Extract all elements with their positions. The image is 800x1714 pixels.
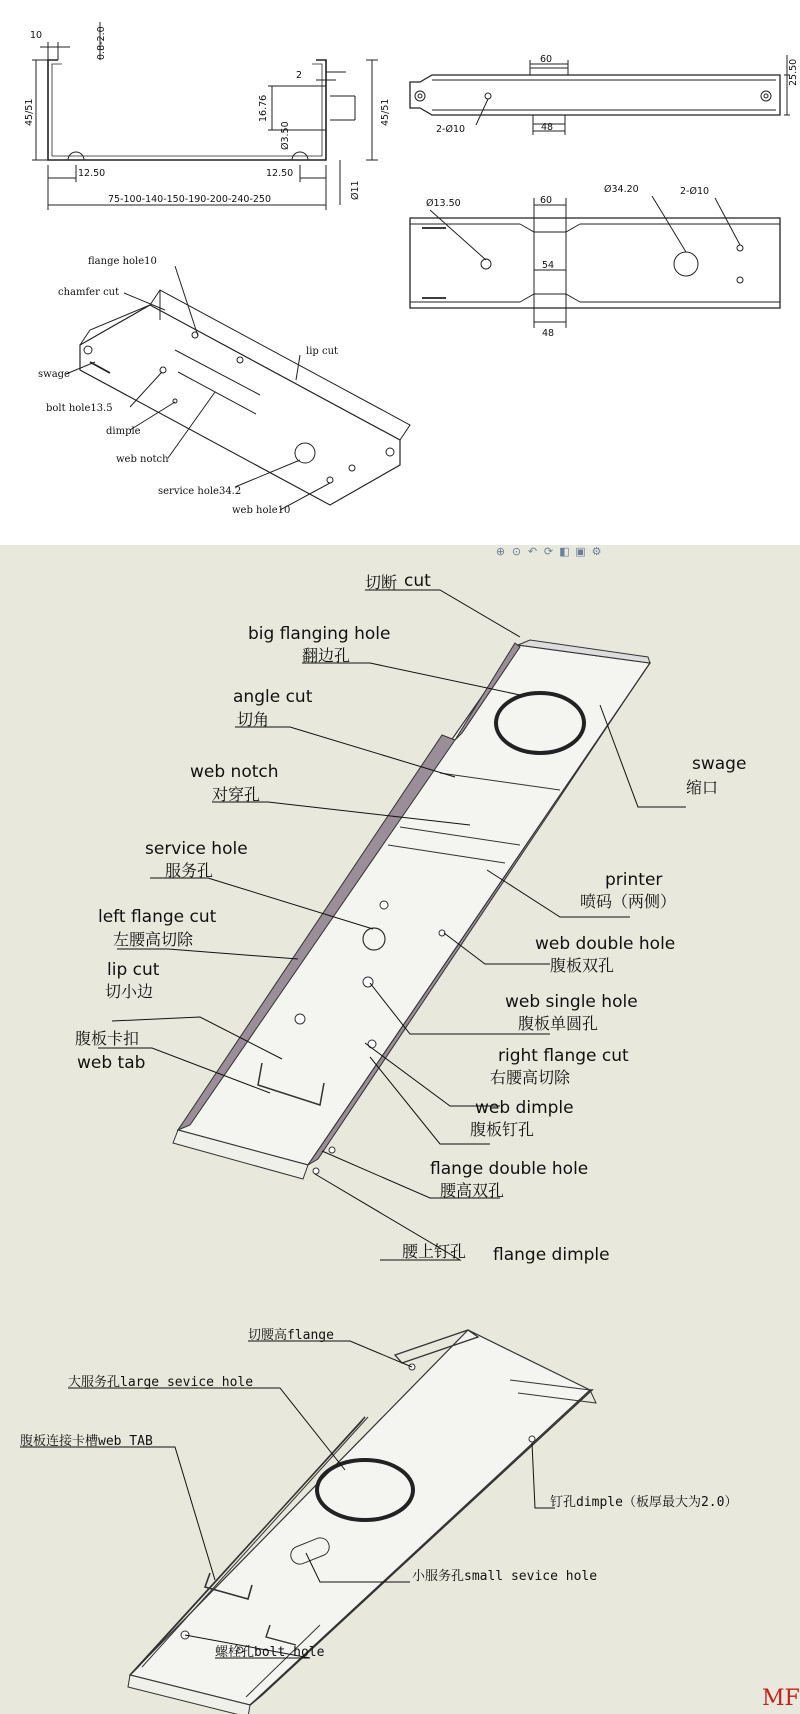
rotate-icon[interactable]: ⟳ bbox=[543, 545, 554, 558]
dim-plan-54: 54 bbox=[542, 260, 555, 271]
dim-plan-3420: Ø34.20 bbox=[604, 184, 639, 195]
label-swage: swage bbox=[38, 369, 70, 380]
dim-side-60: 60 bbox=[540, 54, 553, 65]
dim-dia-11: Ø11 bbox=[350, 180, 361, 200]
dim-1676: 16.76 bbox=[258, 94, 269, 122]
watermark: MF bbox=[762, 1686, 800, 1711]
dim-side-2550: 25.50 bbox=[788, 58, 799, 86]
model-diagram bbox=[0, 545, 800, 1295]
model-panel-2 bbox=[0, 1295, 800, 1714]
label-web-tab: 腹板连接卡槽web TAB bbox=[20, 1434, 153, 1449]
label-web-dimple-en: web dimple bbox=[475, 1098, 574, 1118]
label-bolt-hole: bolt hole13.5 bbox=[46, 403, 113, 414]
label-large-hole: 大服务孔large sevice hole bbox=[68, 1375, 254, 1390]
model-panel bbox=[0, 545, 800, 1295]
label-flange-double-cn: 腰高双孔 bbox=[440, 1181, 505, 1200]
dim-height-left: 45/51 bbox=[24, 98, 35, 126]
label-swage-cn: 缩口 bbox=[686, 778, 719, 797]
label-flange-double-en: flange double hole bbox=[430, 1159, 589, 1179]
zoom-area-icon[interactable]: ⊙ bbox=[511, 545, 522, 558]
dim-plan-1350: Ø13.50 bbox=[426, 198, 461, 209]
dim-width-range: 75-100-140-150-190-200-240-250 bbox=[108, 194, 272, 205]
label-printer-en: printer bbox=[605, 870, 663, 890]
label-web-double-en: web double hole bbox=[535, 934, 676, 954]
label-right-flange-en: right flange cut bbox=[498, 1046, 629, 1066]
label-big-flanging-en: big flanging hole bbox=[248, 624, 391, 644]
label-flange-hole: flange hole10 bbox=[88, 256, 157, 267]
profile-view bbox=[32, 22, 378, 210]
label-cut-flange: 切腰高flange bbox=[248, 1328, 334, 1343]
label-web-notch-cn: 对穿孔 bbox=[212, 785, 261, 804]
label-left-flange-en: left flange cut bbox=[98, 907, 217, 927]
label-printer-cn: 喷码（两侧） bbox=[580, 892, 677, 911]
dim-plan-60: 60 bbox=[540, 195, 553, 206]
dim-plan-48: 48 bbox=[542, 328, 555, 339]
dim-height-right: 45/51 bbox=[380, 98, 391, 126]
previous-view-icon[interactable]: ↶ bbox=[527, 545, 538, 558]
side-view bbox=[410, 55, 790, 135]
label-cut-en: cut bbox=[404, 571, 431, 591]
label-small-hole: 小服务孔small sevice hole bbox=[412, 1569, 598, 1584]
label-left-flange-cn: 左腰高切除 bbox=[113, 930, 194, 949]
dim-350: Ø3.50 bbox=[280, 121, 291, 150]
label-swage-en: swage bbox=[692, 754, 747, 774]
label-web-double-cn: 腹板双孔 bbox=[550, 956, 615, 975]
label-service-hole: service hole34.2 bbox=[158, 486, 242, 497]
label-web-single-en: web single hole bbox=[505, 992, 638, 1012]
label-bolt-hole-2: 螺栓孔bolt hole bbox=[215, 1645, 325, 1660]
label-right-flange-cn: 右腰高切除 bbox=[490, 1068, 571, 1087]
label-big-flanging-cn: 翻边孔 bbox=[302, 646, 351, 665]
label-web-dimple-cn: 腹板钉孔 bbox=[470, 1120, 535, 1139]
label-web-tab-cn: 腹板卡扣 bbox=[75, 1029, 140, 1048]
dim-hole-offset-left: 12.50 bbox=[78, 168, 106, 179]
dim-plan-holes: 2-Ø10 bbox=[680, 186, 710, 197]
label-lip-cut-en: lip cut bbox=[107, 960, 160, 980]
label-web-tab-en: web tab bbox=[77, 1053, 146, 1073]
dim-side-48: 48 bbox=[541, 122, 554, 133]
label-cut-cn: 切断 bbox=[365, 573, 398, 592]
dim-hole-offset-right: 12.50 bbox=[266, 168, 294, 179]
label-chamfer-cut: chamfer cut bbox=[58, 287, 120, 298]
label-web-notch: web notch bbox=[116, 454, 169, 465]
technical-drawing bbox=[0, 0, 800, 545]
label-flange-dimple-cn: 腰上钉孔 bbox=[402, 1242, 467, 1261]
model-diagram-2 bbox=[0, 1295, 800, 1714]
label-angle-cut-en: angle cut bbox=[233, 687, 313, 707]
label-angle-cut-cn: 切角 bbox=[237, 710, 270, 729]
dim-lip-right: 2 bbox=[296, 70, 303, 81]
scene-icon[interactable]: ⚙ bbox=[591, 545, 602, 558]
label-web-single-cn: 腹板单圆孔 bbox=[518, 1014, 599, 1033]
label-service-hole-cn: 服务孔 bbox=[165, 861, 214, 880]
label-web-hole: web hole10 bbox=[232, 505, 291, 516]
dim-lip: 10 bbox=[30, 30, 43, 41]
dim-thickness: 0.8-2.0 bbox=[96, 26, 107, 60]
label-web-notch-en: web notch bbox=[190, 762, 279, 782]
label-flange-dimple-en: flange dimple bbox=[493, 1245, 610, 1265]
dim-side-holes: 2-Ø10 bbox=[436, 124, 466, 135]
display-style-icon[interactable]: ▣ bbox=[575, 545, 586, 558]
drawing-panel bbox=[0, 0, 800, 545]
label-lip-cut-cn: 切小边 bbox=[105, 982, 154, 1001]
label-dimple: 钉孔dimple（板厚最大为2.0） bbox=[550, 1495, 738, 1510]
label-lip-cut: lip cut bbox=[306, 346, 339, 357]
zoom-in-icon[interactable]: ⊕ bbox=[495, 545, 506, 558]
label-dimple: dimple bbox=[106, 426, 141, 437]
section-view-icon[interactable]: ◧ bbox=[559, 545, 570, 558]
isometric-view bbox=[66, 266, 410, 510]
plan-view bbox=[410, 196, 780, 328]
label-service-hole-en: service hole bbox=[145, 839, 248, 859]
